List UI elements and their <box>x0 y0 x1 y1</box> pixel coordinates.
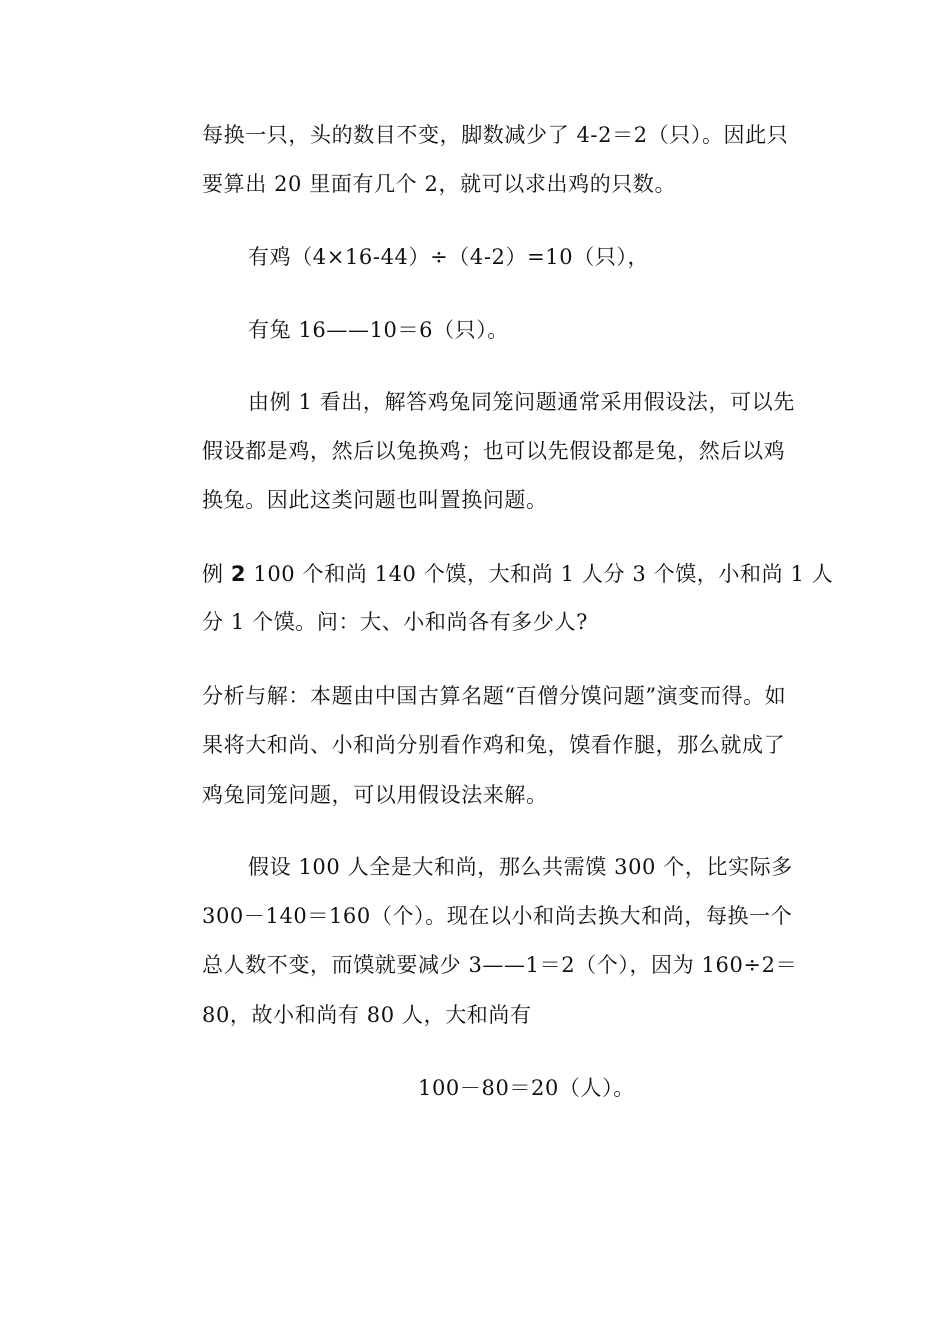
solution-line-4: 80，故小和尚有 80 人，大和尚有 <box>202 1003 532 1027</box>
paragraph-line-6: 假设都是鸡，然后以兔换鸡；也可以先假设都是兔，然后以鸡 <box>202 439 786 463</box>
paragraph-line-2: 要算出 20 里面有几个 2，就可以求出鸡的只数。 <box>202 172 677 196</box>
paragraph-line-5: 由例 1 看出，解答鸡兔同笼问题通常采用假设法，可以先 <box>248 390 795 414</box>
equation-chickens: 有鸡（4×16-44）÷（4-2）=10（只）， <box>248 245 650 269</box>
analysis-line-2: 果将大和尚、小和尚分别看作鸡和兔，馍看作腿，那么就成了 <box>202 733 786 757</box>
example-label-number: 2 <box>230 562 247 586</box>
analysis-line-1: 分析与解：本题由中国古算名题“百僧分馍问题”演变而得。如 <box>202 684 787 708</box>
solution-line-3: 总人数不变，而馍就要减少 3——1＝2（个），因为 160÷2＝ <box>202 953 798 977</box>
example-2-line-2: 分 1 个馍。问：大、小和尚各有多少人? <box>202 610 588 634</box>
final-equation: 100－80＝20（人）。 <box>418 1076 635 1100</box>
analysis-line-3: 鸡兔同笼问题，可以用假设法来解。 <box>202 783 548 807</box>
equation-rabbits: 有兔 16——10＝6（只）。 <box>248 318 509 342</box>
paragraph-line-1: 每换一只，头的数目不变，脚数减少了 4-2＝2（只）。因此只 <box>202 123 789 147</box>
solution-line-1: 假设 100 人全是大和尚，那么共需馍 300 个，比实际多 <box>248 855 793 879</box>
example-label-prefix: 例 <box>202 562 231 586</box>
example-2-line-1 <box>202 559 833 589</box>
solution-line-2: 300－140＝160（个）。现在以小和尚去换大和尚，每换一个 <box>202 904 793 928</box>
example-2-text: 100 个和尚 140 个馍，大和尚 1 人分 3 个馍，小和尚 1 人 <box>253 562 834 586</box>
paragraph-line-7: 换兔。因此这类问题也叫置换问题。 <box>202 488 548 512</box>
